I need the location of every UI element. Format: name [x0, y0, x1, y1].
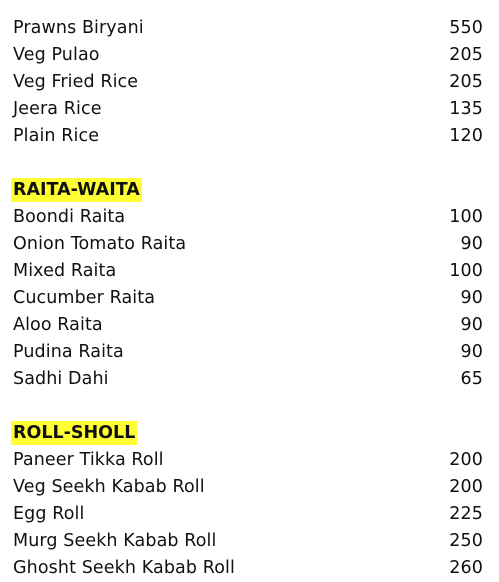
- menu-item: [0, 312, 499, 339]
- menu-item-price: 90: [460, 315, 483, 335]
- menu-item-price: 200: [449, 477, 483, 497]
- section-title-raita: RAITA-WAITA: [13, 180, 140, 200]
- menu-section-raita: [0, 177, 499, 393]
- menu-item: [0, 15, 499, 42]
- menu-section-roll: [0, 420, 499, 582]
- menu-section-rice: [0, 15, 499, 150]
- menu-item-price: 100: [449, 207, 483, 227]
- section-header: [0, 177, 499, 204]
- menu-item-price: 65: [460, 369, 483, 389]
- menu-item-price: 135: [449, 99, 483, 119]
- menu-item-price: 120: [449, 126, 483, 146]
- menu-item: [0, 366, 499, 393]
- menu-item: [0, 204, 499, 231]
- menu-item-name: Ghosht Seekh Kabab Roll: [13, 558, 235, 578]
- menu-item-price: 90: [460, 288, 483, 308]
- menu-item-name: Boondi Raita: [13, 207, 126, 227]
- menu-item: [0, 231, 499, 258]
- menu-item-name: Murg Seekh Kabab Roll: [13, 531, 217, 551]
- menu-item-name: Egg Roll: [13, 504, 85, 524]
- menu-item: [0, 42, 499, 69]
- menu-item-price: 205: [449, 45, 483, 65]
- menu-item-name: Veg Pulao: [13, 45, 100, 65]
- menu-item: [0, 258, 499, 285]
- menu-item-name: Veg Fried Rice: [13, 72, 139, 92]
- menu-item-name: Cucumber Raita: [13, 288, 156, 308]
- menu-item: [0, 123, 499, 150]
- menu-item: [0, 339, 499, 366]
- menu-item: [0, 96, 499, 123]
- menu-item: [0, 447, 499, 474]
- menu-item-price: 550: [449, 18, 483, 38]
- section-title-roll: ROLL-SHOLL: [13, 423, 136, 443]
- section-spacer: [0, 393, 499, 420]
- menu-item: [0, 528, 499, 555]
- menu-item-price: 200: [449, 450, 483, 470]
- menu-item-name: Sadhi Dahi: [13, 369, 109, 389]
- menu-item-price: 90: [460, 342, 483, 362]
- section-header: [0, 420, 499, 447]
- cropped-top-line: [0, 0, 499, 15]
- menu-item-name: Aloo Raita: [13, 315, 103, 335]
- menu-item-price: 90: [460, 234, 483, 254]
- menu-item-price: 225: [449, 504, 483, 524]
- section-spacer: [0, 150, 499, 177]
- menu-item-name: Mixed Raita: [13, 261, 117, 281]
- menu-item-name: Veg Seekh Kabab Roll: [13, 477, 205, 497]
- menu-item-price: 100: [449, 261, 483, 281]
- menu-item-name: Pudina Raita: [13, 342, 124, 362]
- menu-item: [0, 474, 499, 501]
- menu-item-name: Plain Rice: [13, 126, 100, 146]
- menu-item-price: 250: [449, 531, 483, 551]
- menu-item: [0, 69, 499, 96]
- menu-item-name: Prawns Biryani: [13, 18, 144, 38]
- menu-item-price: 260: [449, 558, 483, 578]
- menu-item-name: Jeera Rice: [13, 99, 102, 119]
- menu-item: [0, 285, 499, 312]
- menu-item-name: Onion Tomato Raita: [13, 234, 187, 254]
- menu-item-name: Paneer Tikka Roll: [13, 450, 164, 470]
- menu-item: [0, 501, 499, 528]
- menu-item-price: 205: [449, 72, 483, 92]
